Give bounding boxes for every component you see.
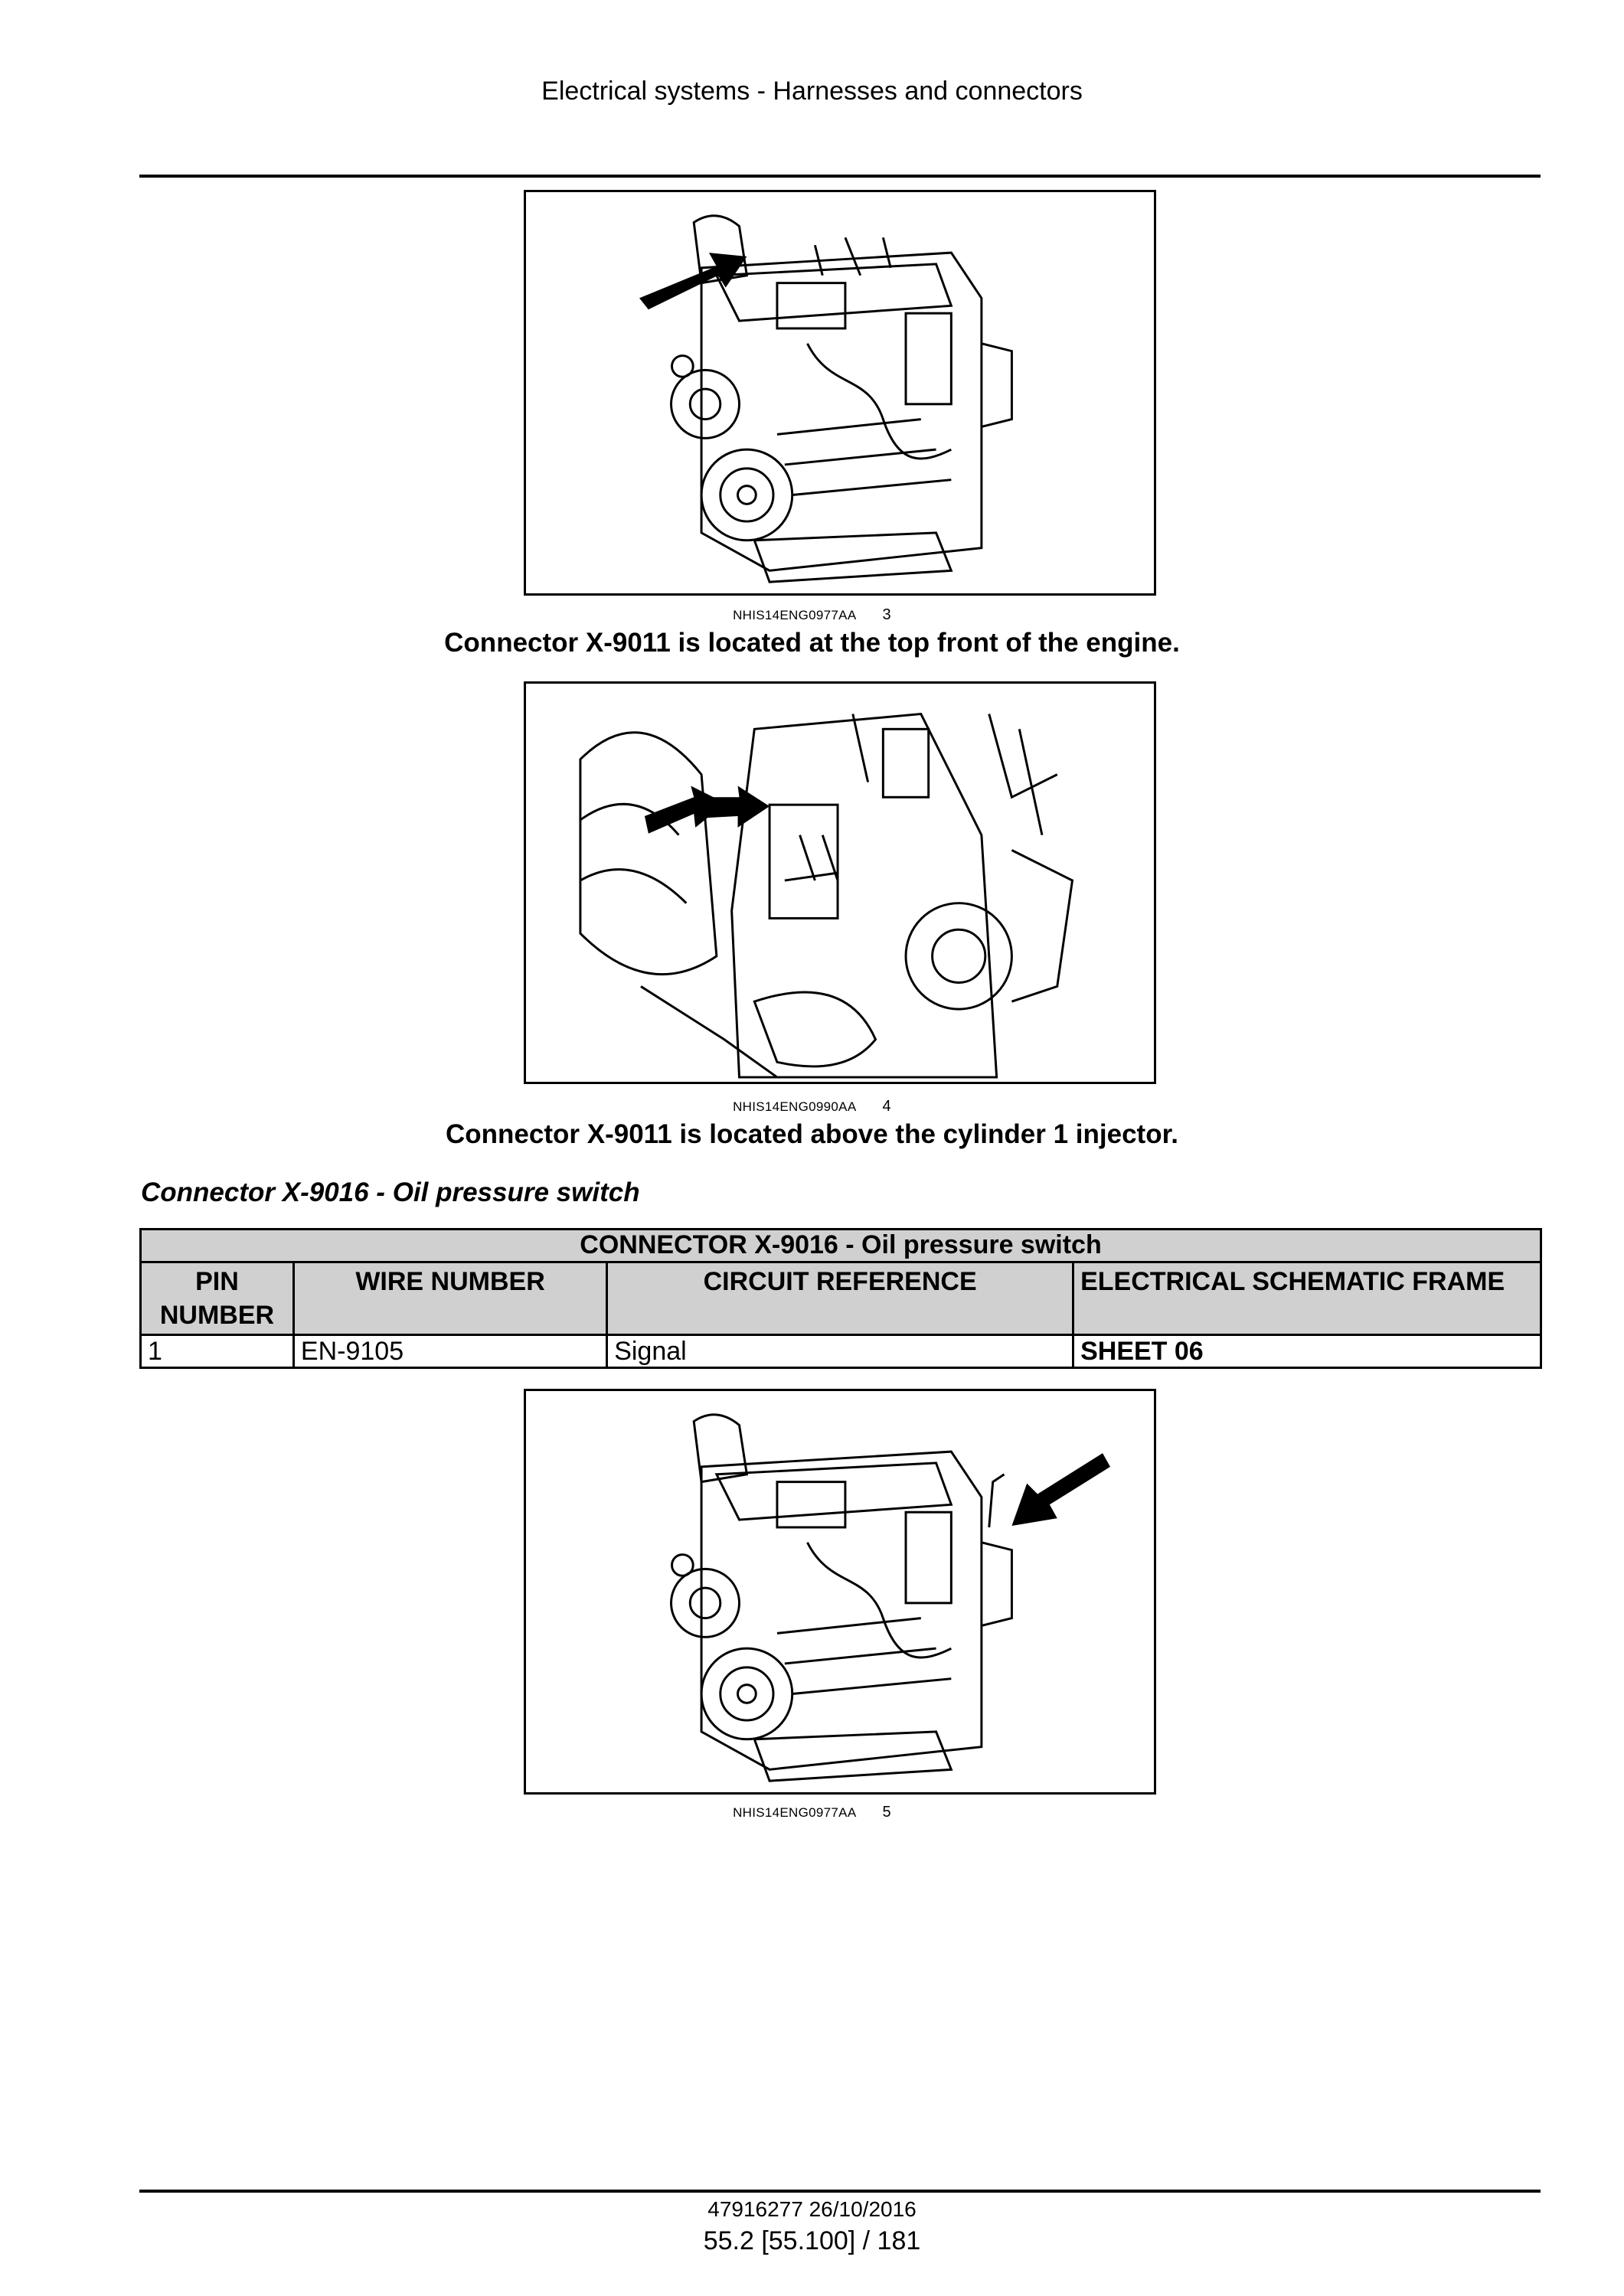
figure-number: 3 <box>882 606 891 623</box>
cell-frame: SHEET 06 <box>1073 1335 1541 1368</box>
figure-caption-3 <box>0 606 1624 624</box>
column-header-pin-number: PIN NUMBER <box>141 1262 294 1335</box>
page-header-title: Electrical systems - Harnesses and connectors <box>541 77 1083 106</box>
figure-code: NHIS14ENG0977AA <box>733 608 857 622</box>
footer-divider <box>139 2190 1541 2193</box>
engine-drawing-5 <box>526 1391 1154 1792</box>
figure-caption-5 <box>0 1804 1624 1821</box>
figure-number: 4 <box>882 1098 891 1115</box>
cell-pin: 1 <box>141 1335 294 1368</box>
engine-drawing-4 <box>526 684 1154 1082</box>
engine-illustration-figure-4 <box>524 681 1156 1084</box>
engine-drawing-3 <box>526 192 1154 593</box>
figure-number: 5 <box>882 1804 891 1821</box>
cell-circuit: Signal <box>607 1335 1073 1368</box>
engine-illustration-figure-3 <box>524 190 1156 596</box>
connector-table-title: CONNECTOR X-9016 - Oil pressure switch <box>141 1230 1541 1262</box>
cell-wire: EN-9105 <box>293 1335 606 1368</box>
connector-table <box>139 1228 1542 1369</box>
column-header-circuit-reference: CIRCUIT REFERENCE <box>607 1262 1073 1335</box>
figure-caption-4 <box>0 1098 1624 1115</box>
figure-note-4: Connector X-9011 is located above the cylinder 1 injector. <box>446 1119 1178 1149</box>
column-header-wire-number: WIRE NUMBER <box>293 1262 606 1335</box>
figure-code: NHIS14ENG0977AA <box>733 1805 857 1820</box>
engine-illustration-figure-5 <box>524 1389 1156 1795</box>
footer-doc-id: 47916277 26/10/2016 <box>707 2197 917 2221</box>
header-divider <box>139 175 1541 178</box>
footer-page-number: 55.2 [55.100] / 181 <box>703 2226 921 2255</box>
figure-code: NHIS14ENG0990AA <box>733 1099 857 1114</box>
column-header-schematic-frame: ELECTRICAL SCHEMATIC FRAME <box>1073 1262 1541 1335</box>
section-title: Connector X-9016 - Oil pressure switch <box>141 1177 640 1207</box>
table-row <box>141 1335 1541 1368</box>
figure-note-3: Connector X-9011 is located at the top front of the engine. <box>444 628 1180 658</box>
